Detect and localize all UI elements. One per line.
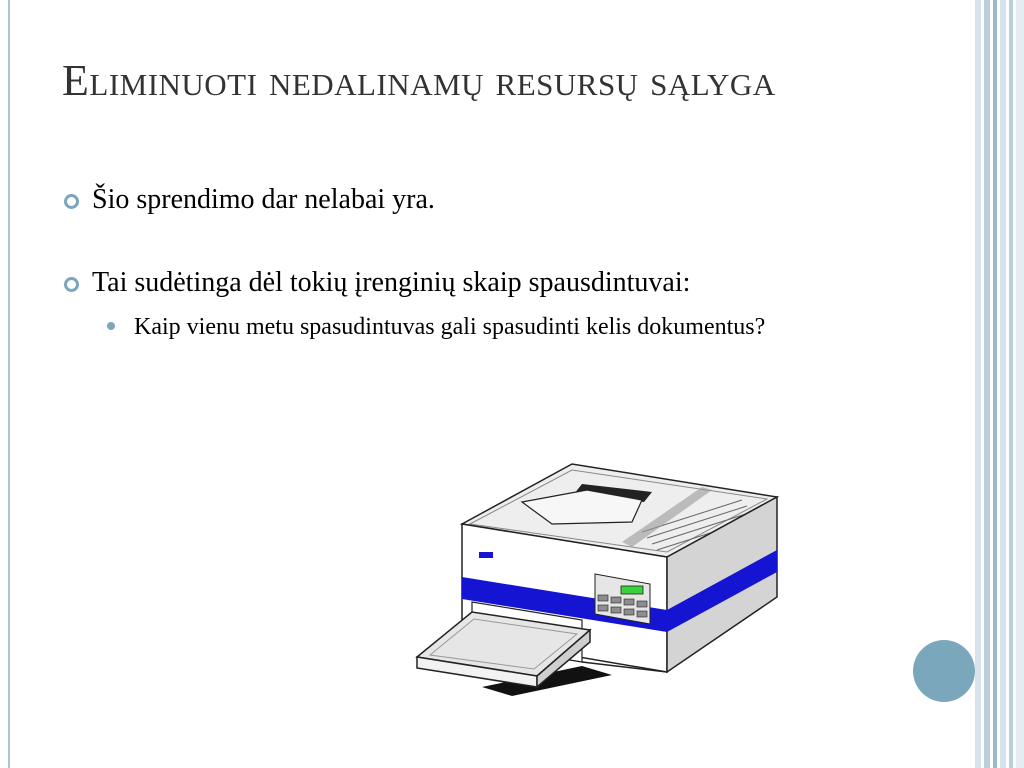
bullet-item — [62, 265, 882, 300]
printer-icon — [412, 462, 782, 696]
slide-body — [62, 182, 882, 344]
right-decor-stripe — [1016, 0, 1024, 768]
left-border-rule — [8, 0, 10, 768]
slide-title: Eliminuoti nedalinamų resursų sąlyga — [62, 56, 776, 105]
right-decor-stripe — [993, 0, 997, 768]
bullet-text: Tai sudėtinga dėl tokių įrenginių skaip spausdintuvai: — [92, 267, 691, 298]
dot-bullet-icon — [107, 322, 115, 330]
right-decor-stripe — [1009, 0, 1013, 768]
right-decor-stripe — [984, 0, 990, 768]
ring-bullet-icon — [64, 194, 79, 209]
bullet-item — [62, 182, 882, 217]
right-decor-stripe — [975, 0, 981, 768]
right-decor-stripe — [1000, 0, 1006, 768]
sub-bullet-text: Kaip vienu metu spasudintuvas gali spasudinti kelis dokumentus? — [134, 314, 766, 340]
ring-bullet-icon — [64, 277, 79, 292]
sub-bullet-item — [62, 310, 882, 344]
bullet-text: Šio sprendimo dar nelabai yra. — [92, 184, 435, 215]
decorative-circle — [913, 640, 975, 702]
